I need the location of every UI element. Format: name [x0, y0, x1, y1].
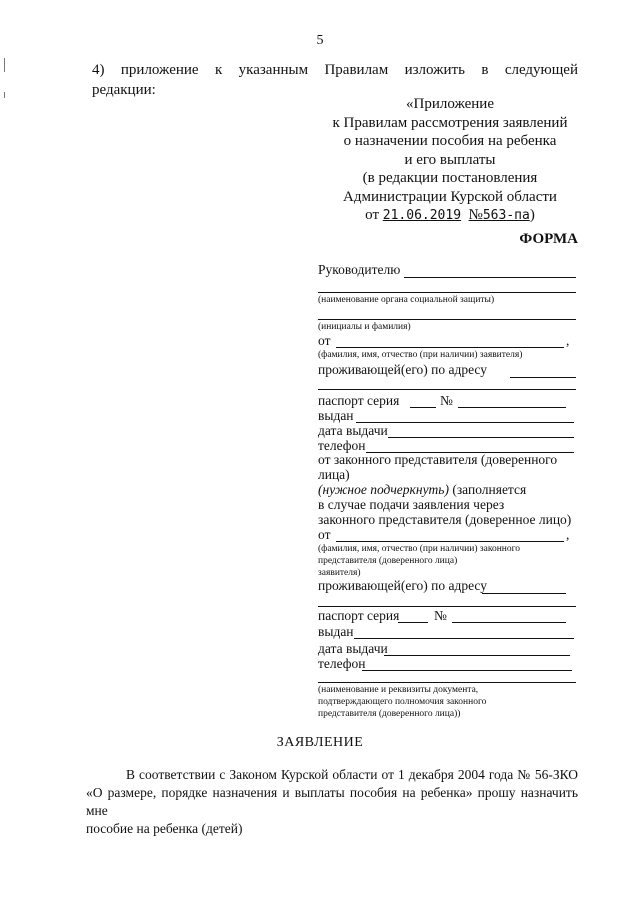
issued-label-rep: выдан	[318, 624, 354, 639]
scan-margin-mark	[4, 58, 5, 72]
number-sign: №	[434, 608, 447, 623]
rep-address-input-line-2[interactable]	[318, 606, 576, 607]
rep-note: в случае подачи заявления через	[318, 497, 505, 512]
statement-line: пособие на ребенка (детей)	[86, 821, 243, 836]
intro-line: 4) приложение к указанным Правилам изложить в следующей	[92, 62, 578, 78]
rep-issue-date-input-line[interactable]	[384, 655, 570, 656]
issued-input-line[interactable]	[356, 422, 574, 423]
address-input-line-2[interactable]	[318, 389, 576, 390]
passport-label: паспорт серия	[318, 393, 400, 408]
statement-body	[86, 766, 578, 838]
head-input-line[interactable]	[404, 277, 576, 278]
caption-document: подтверждающего полномочия законного	[318, 697, 487, 707]
caption-document: представителя (доверенного лица))	[318, 709, 461, 719]
comma: ,	[566, 527, 570, 542]
org-input-line[interactable]	[318, 292, 576, 293]
page-number: 5	[316, 33, 324, 48]
caption-document: (наименование и реквизиты документа,	[318, 685, 479, 695]
resolution-reference: от 21.06.2019 №563-па)	[365, 207, 535, 223]
address-input-line[interactable]	[510, 377, 576, 378]
passport-label-rep: паспорт серия	[318, 608, 400, 623]
rep-issued-input-line[interactable]	[354, 638, 574, 639]
appendix-line: «Приложение	[405, 96, 494, 112]
caption-applicant-name: (фамилия, имя, отчество (при наличии) заявителя)	[318, 350, 523, 360]
amendment-intro	[92, 60, 578, 100]
resolution-number: 563-па	[482, 208, 530, 223]
caption-rep-name: представителя (доверенного лица)	[318, 556, 458, 566]
address-label: проживающей(его) по адресу	[318, 362, 487, 377]
issue-date-input-line[interactable]	[388, 437, 574, 438]
rep-address-input-line[interactable]	[482, 593, 566, 594]
statement-title: ЗАЯВЛЕНИЕ	[276, 735, 364, 750]
appendix-header	[300, 95, 600, 226]
issued-label: выдан	[318, 408, 354, 423]
applicant-name-line[interactable]	[336, 347, 564, 348]
form-label: ФОРМА	[519, 231, 578, 247]
appendix-line: о назначении пособия на ребенка	[343, 133, 557, 149]
phone-label-rep: телефон	[318, 656, 366, 671]
appendix-line: (в редакции постановления	[362, 170, 538, 186]
rep-phone-input-line[interactable]	[362, 670, 572, 671]
rep-name-line[interactable]	[336, 541, 564, 542]
caption-initials: (инициалы и фамилия)	[318, 322, 411, 332]
number-sign: №	[440, 393, 453, 408]
resolution-date: 21.06.2019	[382, 208, 462, 223]
head-label: Руководителю	[318, 262, 401, 277]
appendix-line: и его выплаты	[404, 151, 496, 168]
from-label: от	[318, 333, 331, 348]
caption-rep-name: заявителя)	[318, 568, 361, 578]
issue-date-label-rep: дата выдачи	[318, 641, 388, 656]
rep-passport-number-line[interactable]	[452, 622, 566, 623]
document-input-line[interactable]	[318, 682, 576, 683]
passport-series-line[interactable]	[410, 407, 436, 408]
rep-line: от законного представителя (доверенного	[318, 452, 558, 467]
intro-line: редакции:	[92, 82, 156, 98]
address-label-rep: проживающей(его) по адресу	[318, 578, 487, 593]
passport-number-line[interactable]	[458, 407, 566, 408]
comma: ,	[566, 333, 570, 348]
appendix-line: к Правилам рассмотрения заявлений	[332, 114, 568, 131]
appendix-line: Администрации Курской области	[343, 188, 557, 205]
issue-date-label: дата выдачи	[318, 423, 388, 438]
from-label-rep: от	[318, 527, 331, 542]
statement-line: «О размере, порядке назначения и выплаты пособия на ребенка» прошу назначить мне	[86, 785, 578, 818]
rep-note: (нужное подчеркнуть) (заполняется	[318, 482, 527, 497]
scan-margin-mark	[4, 92, 5, 98]
caption-rep-name: (фамилия, имя, отчество (при наличии) законного	[318, 544, 521, 554]
phone-label: телефон	[318, 438, 366, 453]
rep-note: законного представителя (доверенное лицо)	[318, 512, 572, 527]
initials-input-line[interactable]	[318, 319, 576, 320]
caption-org: (наименование органа социальной защиты)	[318, 295, 495, 305]
rep-passport-series-line[interactable]	[398, 622, 428, 623]
rep-line: лица)	[318, 467, 350, 482]
statement-line: В соответствии с Законом Курской области от 1 декабря 2004 года № 56-ЗКО	[126, 767, 578, 782]
